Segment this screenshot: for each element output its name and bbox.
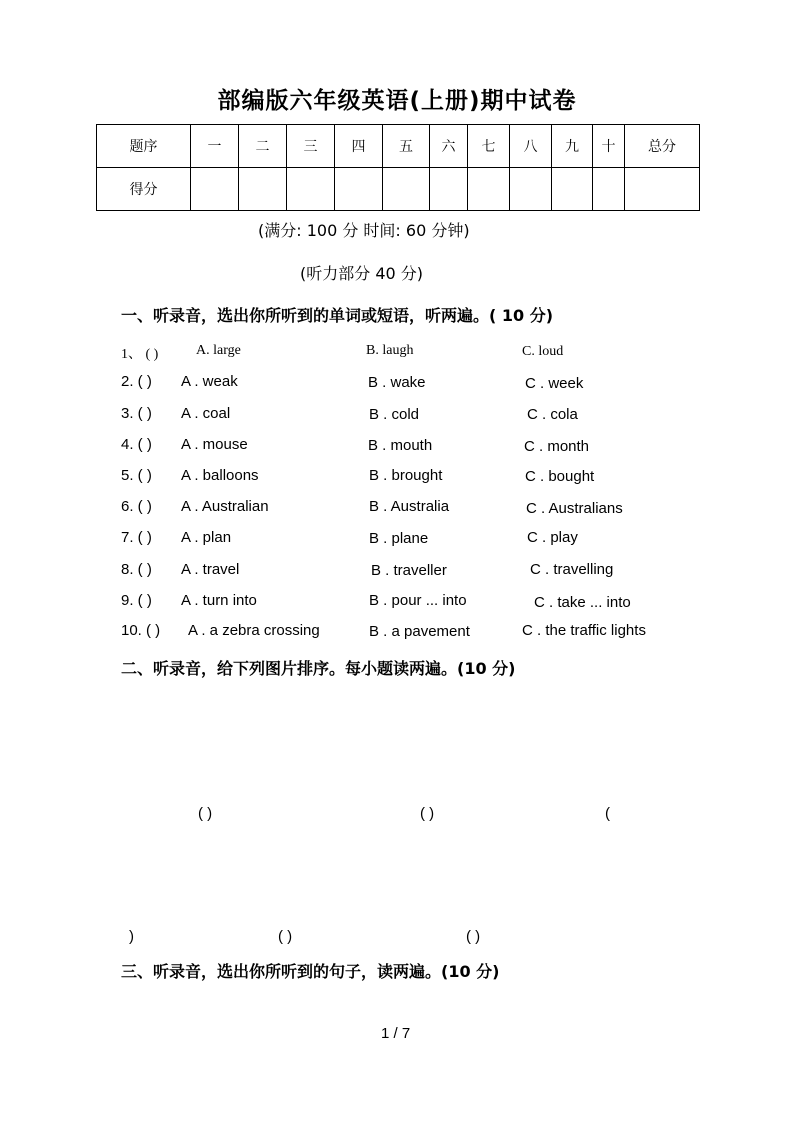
exam-info: (满分: 100 分 时间: 60 分钟) [258, 221, 470, 240]
question-number[interactable]: 1、 ( ) [121, 347, 159, 362]
score-header-cell: 总分 [625, 125, 700, 168]
answer-blank[interactable]: ( ) [278, 928, 293, 945]
score-input-cell[interactable] [552, 168, 593, 211]
option-c: C. loud [522, 344, 564, 359]
option-a: A. large [196, 343, 241, 358]
score-row-label: 得分 [97, 168, 191, 211]
option-a: A . coal [181, 405, 231, 422]
option-a: A . turn into [181, 592, 257, 609]
option-c: C . take ... into [534, 594, 631, 611]
option-b: B. laugh [366, 343, 414, 358]
page-title: 部编版六年级英语(上册)期中试卷 [217, 88, 577, 114]
option-b: B . a pavement [369, 623, 470, 640]
option-b: B . wake [368, 374, 426, 391]
score-input-cell[interactable] [239, 168, 287, 211]
option-c: C . week [525, 375, 584, 392]
section2-title: 二、听录音，给下列图片排序。每小题读两遍。(10 分) [121, 659, 516, 678]
question-number[interactable]: 5. ( ) [121, 467, 152, 484]
question-number[interactable]: 2. ( ) [121, 373, 152, 390]
score-table [96, 124, 700, 211]
question-number[interactable]: 8. ( ) [121, 561, 152, 578]
option-b: B . mouth [368, 437, 433, 454]
page-number: 1 / 7 [381, 1025, 411, 1042]
option-a: A . weak [181, 373, 238, 390]
answer-blank[interactable]: ( ) [466, 928, 481, 945]
score-input-cell[interactable] [287, 168, 335, 211]
score-input-cell[interactable] [468, 168, 510, 211]
option-a: A . plan [181, 529, 232, 546]
option-c: C . cola [527, 406, 578, 423]
score-header-cell: 十 [593, 125, 625, 168]
score-input-cell[interactable] [430, 168, 468, 211]
option-c: C . Australians [526, 500, 623, 517]
answer-blank[interactable]: ) [129, 928, 134, 945]
score-table-score-row [97, 168, 700, 211]
option-c: C . month [524, 438, 590, 455]
option-b: B . plane [369, 530, 429, 547]
section1-title: 一、听录音，选出你所听到的单词或短语，听两遍。( 10 分) [121, 306, 554, 325]
option-b: B . traveller [371, 562, 447, 579]
score-input-cell[interactable] [191, 168, 239, 211]
option-c: C . travelling [530, 561, 614, 578]
score-total-cell[interactable] [625, 168, 700, 211]
option-b: B . Australia [369, 498, 450, 515]
score-header-cell: 六 [430, 125, 468, 168]
score-header-cell: 九 [552, 125, 593, 168]
option-c: C . bought [525, 468, 595, 485]
score-header-cell: 二 [239, 125, 287, 168]
score-header-cell: 八 [510, 125, 552, 168]
option-a: A . travel [181, 561, 240, 578]
question-number[interactable]: 10. ( ) [121, 622, 161, 639]
option-a: A . Australian [181, 498, 269, 515]
score-table-header-row [97, 125, 700, 168]
section3-title: 三、听录音，选出你所听到的句子，读两遍。(10 分) [121, 962, 500, 981]
score-input-cell[interactable] [383, 168, 430, 211]
question-number[interactable]: 3. ( ) [121, 405, 152, 422]
score-header-cell: 一 [191, 125, 239, 168]
score-header-cell: 三 [287, 125, 335, 168]
score-header-cell: 题序 [97, 125, 191, 168]
option-b: B . pour ... into [369, 592, 467, 609]
question-number[interactable]: 7. ( ) [121, 529, 152, 546]
answer-blank[interactable]: ( [605, 805, 610, 822]
score-header-cell: 四 [335, 125, 383, 168]
option-c: C . play [527, 529, 578, 546]
score-input-cell[interactable] [510, 168, 552, 211]
option-b: B . cold [369, 406, 420, 423]
question-number[interactable]: 4. ( ) [121, 436, 152, 453]
question-number[interactable]: 6. ( ) [121, 498, 152, 515]
option-a: A . mouse [181, 436, 248, 453]
listening-header: (听力部分 40 分) [300, 264, 424, 283]
score-input-cell[interactable] [335, 168, 383, 211]
option-c: C . the traffic lights [522, 622, 646, 639]
option-a: A . balloons [181, 467, 259, 484]
score-input-cell[interactable] [593, 168, 625, 211]
option-b: B . brought [369, 467, 443, 484]
option-a: A . a zebra crossing [188, 622, 320, 639]
score-header-cell: 五 [383, 125, 430, 168]
answer-blank[interactable]: ( ) [198, 805, 213, 822]
answer-blank[interactable]: ( ) [420, 805, 435, 822]
score-header-cell: 七 [468, 125, 510, 168]
question-number[interactable]: 9. ( ) [121, 592, 152, 609]
